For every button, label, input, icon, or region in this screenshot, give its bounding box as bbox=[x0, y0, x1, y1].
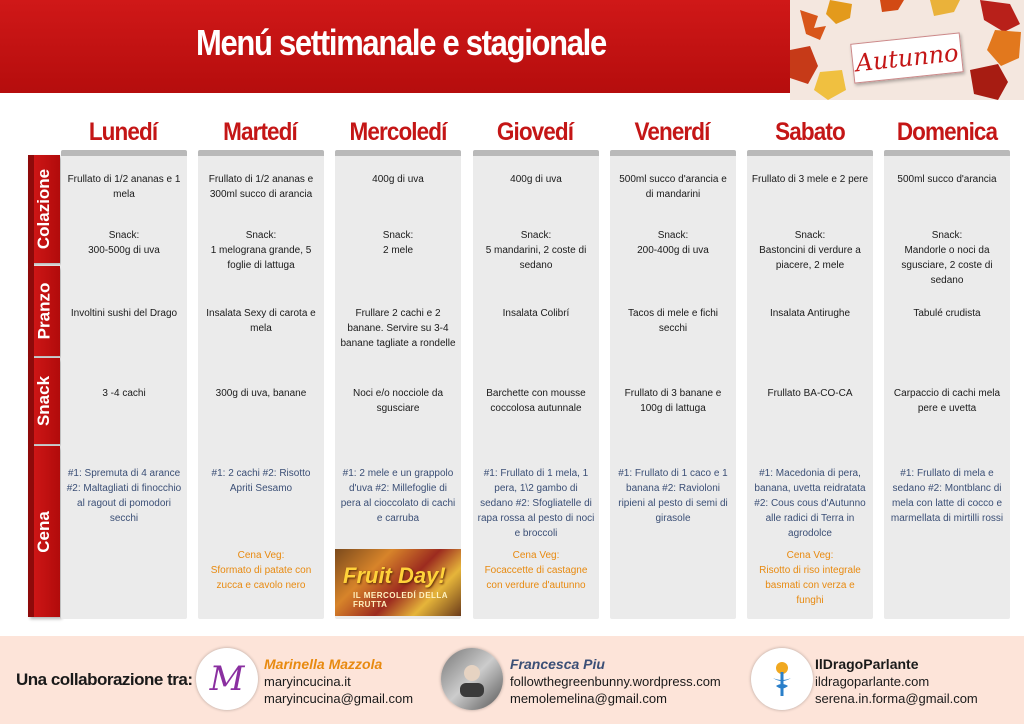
meal-tab-pranzo: Pranzo bbox=[28, 266, 60, 356]
person-photo-icon bbox=[452, 659, 492, 699]
veg-label: Cena Veg: bbox=[786, 550, 834, 561]
morning-snack-cell: 1 melograna grande, 5 foglie di lattuga bbox=[210, 245, 312, 271]
snack-label: Snack: bbox=[931, 230, 963, 241]
email-memolemelina[interactable]: memolemelina@gmail.com bbox=[510, 691, 667, 706]
snack-label: Snack: bbox=[794, 230, 826, 241]
meal-tab-colazione: Colazione bbox=[28, 155, 60, 263]
day-header-martedi: Martedí bbox=[223, 118, 297, 146]
avatar-francesca bbox=[441, 648, 503, 710]
person-name-marinella: Marinella Mazzola bbox=[264, 656, 383, 672]
pranzo-cell: Insalata Antirughe bbox=[769, 308, 851, 319]
page-title: Menú settimanale e stagionale bbox=[196, 22, 606, 63]
day-column-lunedi bbox=[61, 150, 187, 619]
veg-cell: Focaccette di castagne con verdure d'autunno bbox=[484, 565, 588, 591]
veg-label: Cena Veg: bbox=[237, 550, 285, 561]
person-name-francesca: Francesca Piu bbox=[510, 656, 605, 672]
day-column-domenica bbox=[884, 150, 1010, 619]
meal-tab-cena: Cena bbox=[28, 446, 60, 617]
person-name-ildragoparlante: IlDragoParlante bbox=[815, 656, 919, 672]
link-followthegreenbunny[interactable]: followthegreenbunny.wordpress.com bbox=[510, 674, 721, 689]
pranzo-cell: Frullare 2 cachi e 2 banane. Servire su 3-4 banane tagliate a rondelle bbox=[340, 308, 456, 349]
avatar-marinella bbox=[196, 648, 258, 710]
cena-cell: #1: Frullato di 1 caco e 1 banana #2: Ravioloni ripieni al pesto di semi di girasole bbox=[618, 468, 728, 524]
pranzo-cell: Tabulé crudista bbox=[913, 308, 981, 319]
snack-label: Snack: bbox=[245, 230, 277, 241]
morning-snack-cell: 5 mandarini, 2 coste di sedano bbox=[485, 245, 587, 271]
day-header-lunedi: Lunedí bbox=[88, 118, 158, 146]
colazione-cell: Frullato di 1/2 ananas e 300ml succo di arancia bbox=[208, 174, 314, 200]
veg-label: Cena Veg: bbox=[512, 550, 560, 561]
snack-cell: 3 -4 cachi bbox=[102, 388, 146, 399]
morning-snack-cell: 2 mele bbox=[382, 245, 413, 256]
colazione-cell: 400g di uva bbox=[510, 174, 562, 185]
pranzo-cell: Tacos di mele e fichi secchi bbox=[627, 308, 719, 334]
email-serena[interactable]: serena.in.forma@gmail.com bbox=[815, 691, 978, 706]
m-logo-icon: M bbox=[209, 659, 245, 699]
snack-label: Snack: bbox=[520, 230, 552, 241]
meal-tab-snack: Snack bbox=[28, 358, 60, 444]
cena-cell: #1: Spremuta di 4 arance #2: Maltagliati di finocchio al ragout di pomodori secchi bbox=[66, 468, 182, 524]
veg-cell: Sformato di patate con zucca e cavolo nero bbox=[210, 565, 312, 591]
colazione-cell: 400g di uva bbox=[372, 174, 424, 185]
caduceus-logo-icon bbox=[761, 658, 803, 700]
day-header-domenica: Domenica bbox=[896, 118, 998, 146]
cena-cell: #1: Macedonia di pera, banana, uvetta reidratata #2: Cous cous d'Autunno alle radici di Terra in agrodolce bbox=[754, 468, 866, 539]
cena-cell: #1: 2 mele e un grappolo d'uva #2: Millefoglie di pera al cioccolato di cachi e carruba bbox=[340, 468, 456, 524]
colazione-cell: Frullato di 3 mele e 2 pere bbox=[751, 174, 869, 185]
fruit-day-image bbox=[335, 549, 461, 616]
day-column-venerdi bbox=[610, 150, 736, 619]
fruit-day-subtitle: IL MERCOLEDÍ DELLA FRUTTA bbox=[353, 591, 448, 609]
colazione-cell: 500ml succo d'arancia e di mandarini bbox=[619, 174, 727, 200]
link-maryincucina[interactable]: maryincucina.it bbox=[264, 674, 351, 689]
snack-cell: Barchette con mousse coccolosa autunnale bbox=[486, 388, 586, 414]
snack-cell: Frullato BA-CO-CA bbox=[767, 388, 853, 399]
snack-cell: Frullato di 3 banane e 100g di lattuga bbox=[624, 388, 722, 414]
link-ildragoparlante[interactable]: ildragoparlante.com bbox=[815, 674, 930, 689]
email-maryincucina[interactable]: maryincucina@gmail.com bbox=[264, 691, 414, 706]
snack-label: Snack: bbox=[108, 230, 140, 241]
snack-cell: Noci e/o nocciole da sgusciare bbox=[352, 388, 444, 414]
snack-label: Snack: bbox=[657, 230, 689, 241]
cena-cell: #1: Frullato di mela e sedano #2: Montblanc di mela con latte di cocco e marmellata di mirtilli rossi bbox=[890, 468, 1004, 524]
day-header-sabato: Sabato bbox=[775, 118, 845, 146]
cena-cell: #1: 2 cachi #2: Risotto Apriti Sesamo bbox=[211, 468, 311, 494]
snack-cell: 300g di uva, banane bbox=[215, 388, 307, 399]
pranzo-cell: Insalata Sexy di carota e mela bbox=[206, 308, 316, 334]
colazione-cell: 500ml succo d'arancia bbox=[897, 174, 997, 185]
pranzo-cell: Insalata Colibrí bbox=[502, 308, 570, 319]
veg-cell: Risotto di riso integrale basmati con verza e funghi bbox=[759, 565, 861, 606]
morning-snack-cell: Mandorle o noci da sgusciare, 2 coste di sedano bbox=[901, 245, 993, 286]
season-label: Autunno bbox=[850, 32, 964, 83]
morning-snack-cell: Bastoncini di verdure a piacere, 2 mele bbox=[759, 245, 861, 271]
pranzo-cell: Involtini sushi del Drago bbox=[70, 308, 178, 319]
day-header-mercoledi: Mercoledí bbox=[349, 118, 447, 146]
cena-cell: #1: Frullato di 1 mela, 1 pera, 1\2 gambo di sedano #2: Sfogliatelle di rapa rossa al pesto di noci e broccoli bbox=[477, 468, 595, 539]
snack-label: Snack: bbox=[382, 230, 414, 241]
collaboration-label: Una collaborazione tra: bbox=[16, 670, 193, 689]
day-header-giovedi: Giovedí bbox=[496, 118, 574, 146]
snack-cell: Carpaccio di cachi mela pere e uvetta bbox=[893, 388, 1001, 414]
colazione-cell: Frullato di 1/2 ananas e 1 mela bbox=[67, 174, 181, 200]
tab-shading bbox=[28, 155, 34, 617]
avatar-ildragoparlante bbox=[751, 648, 813, 710]
morning-snack-cell: 300-500g di uva bbox=[88, 245, 160, 256]
day-header-venerdi: Venerdí bbox=[634, 118, 710, 146]
morning-snack-cell: 200-400g di uva bbox=[637, 245, 709, 256]
fruit-day-title: Fruit Day! bbox=[343, 563, 446, 588]
